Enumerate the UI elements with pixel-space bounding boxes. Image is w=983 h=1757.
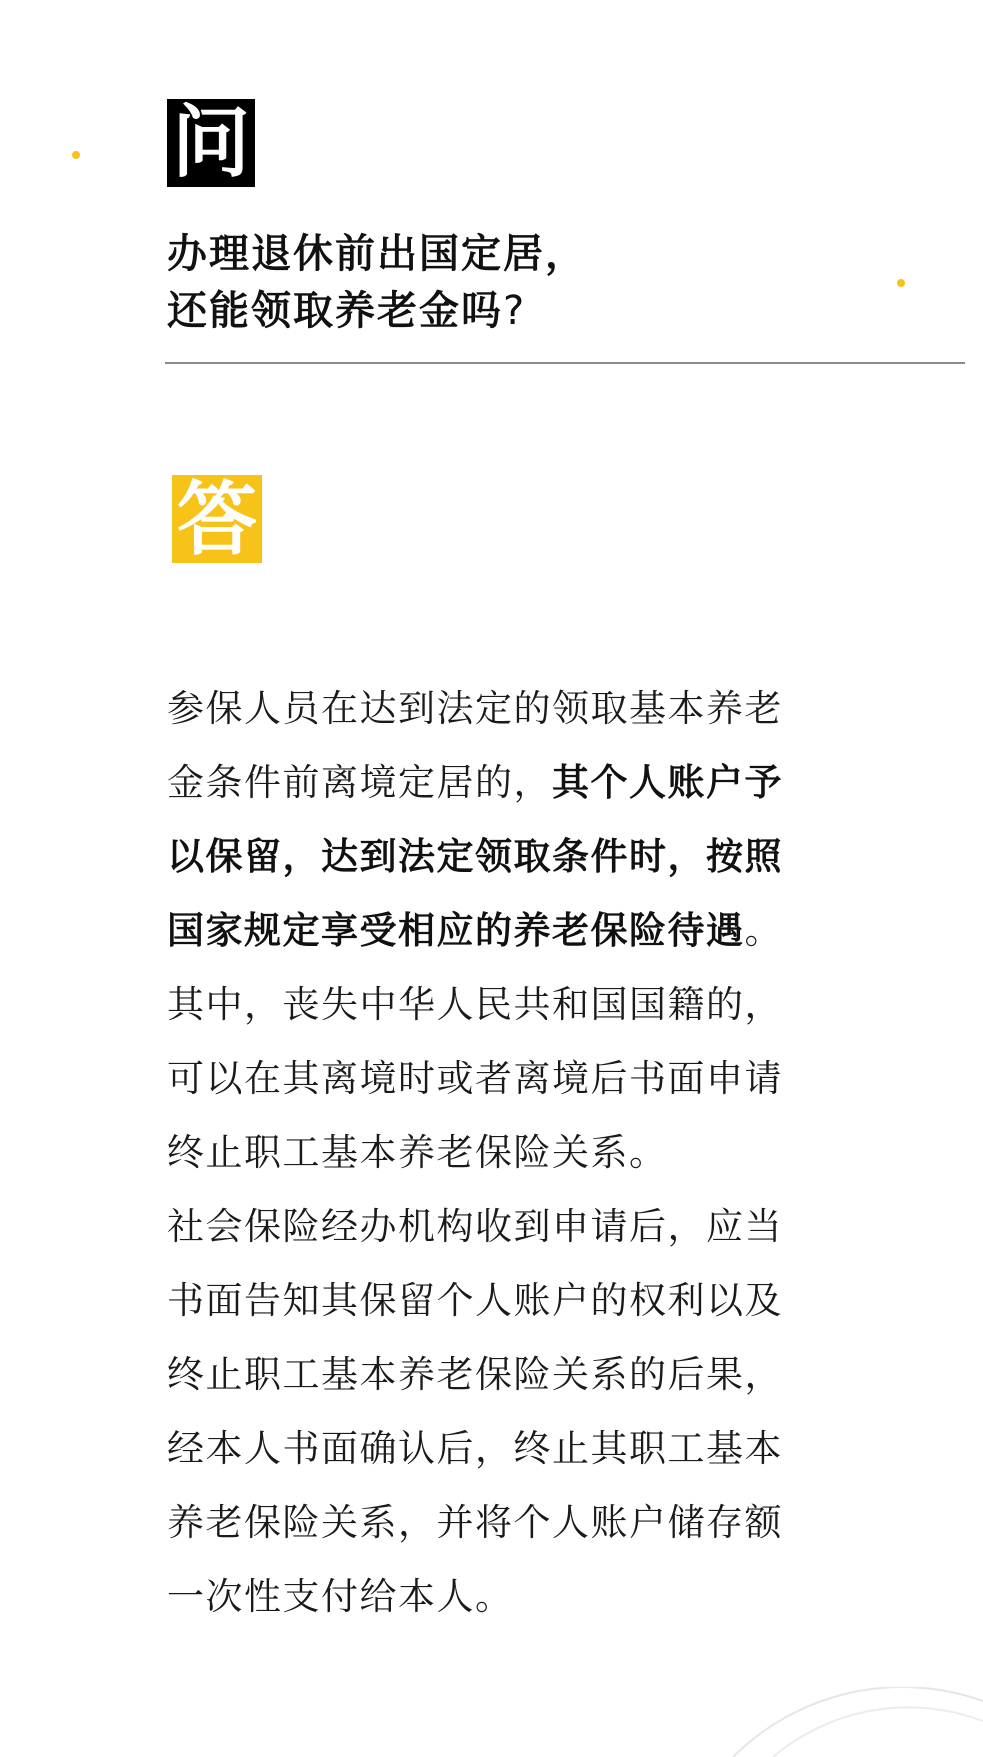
question-badge-icon bbox=[167, 99, 255, 187]
question-badge-char: 问 bbox=[171, 97, 250, 188]
answer-p1-tail: 。 bbox=[744, 909, 783, 952]
answer-paragraph-3: 社会保险经办机构收到申请后，应当书面告知其保留个人账户的权利以及终止职工基本养老保险关系的后果，经本人书面确认后，终止其职工基本养老保险关系，并将个人账户储存额一次性支付给本人。 bbox=[167, 1205, 783, 1618]
answer-paragraph-1 bbox=[167, 672, 817, 968]
decorative-dot-left bbox=[72, 151, 80, 159]
answer-paragraph-2: 其中，丧失中华人民共和国国籍的，可以在其离境时或者离境后书面申请终止职工基本养老保险关系。 bbox=[167, 983, 783, 1174]
section-divider bbox=[165, 362, 965, 364]
question-mark: ? bbox=[503, 288, 527, 334]
question-line-2-text: 还能领取养老金吗 bbox=[167, 288, 503, 334]
answer-p1-lead: 参保人员在达到法定的领取基本养老金条件前离境定居的， bbox=[167, 687, 783, 804]
answer-badge-char: 答 bbox=[177, 472, 257, 566]
question-line-2 bbox=[167, 283, 907, 340]
answer-badge-icon bbox=[172, 472, 262, 566]
answer-p1-bold: 其个人账户予以保留，达到法定领取条件时，按照国家规定享受相应的养老保险待遇 bbox=[167, 761, 783, 952]
question-title bbox=[167, 226, 907, 340]
answer-body bbox=[167, 672, 817, 1634]
question-line-1: 办理退休前出国定居， bbox=[167, 231, 587, 277]
decorative-arcs bbox=[723, 1687, 983, 1757]
